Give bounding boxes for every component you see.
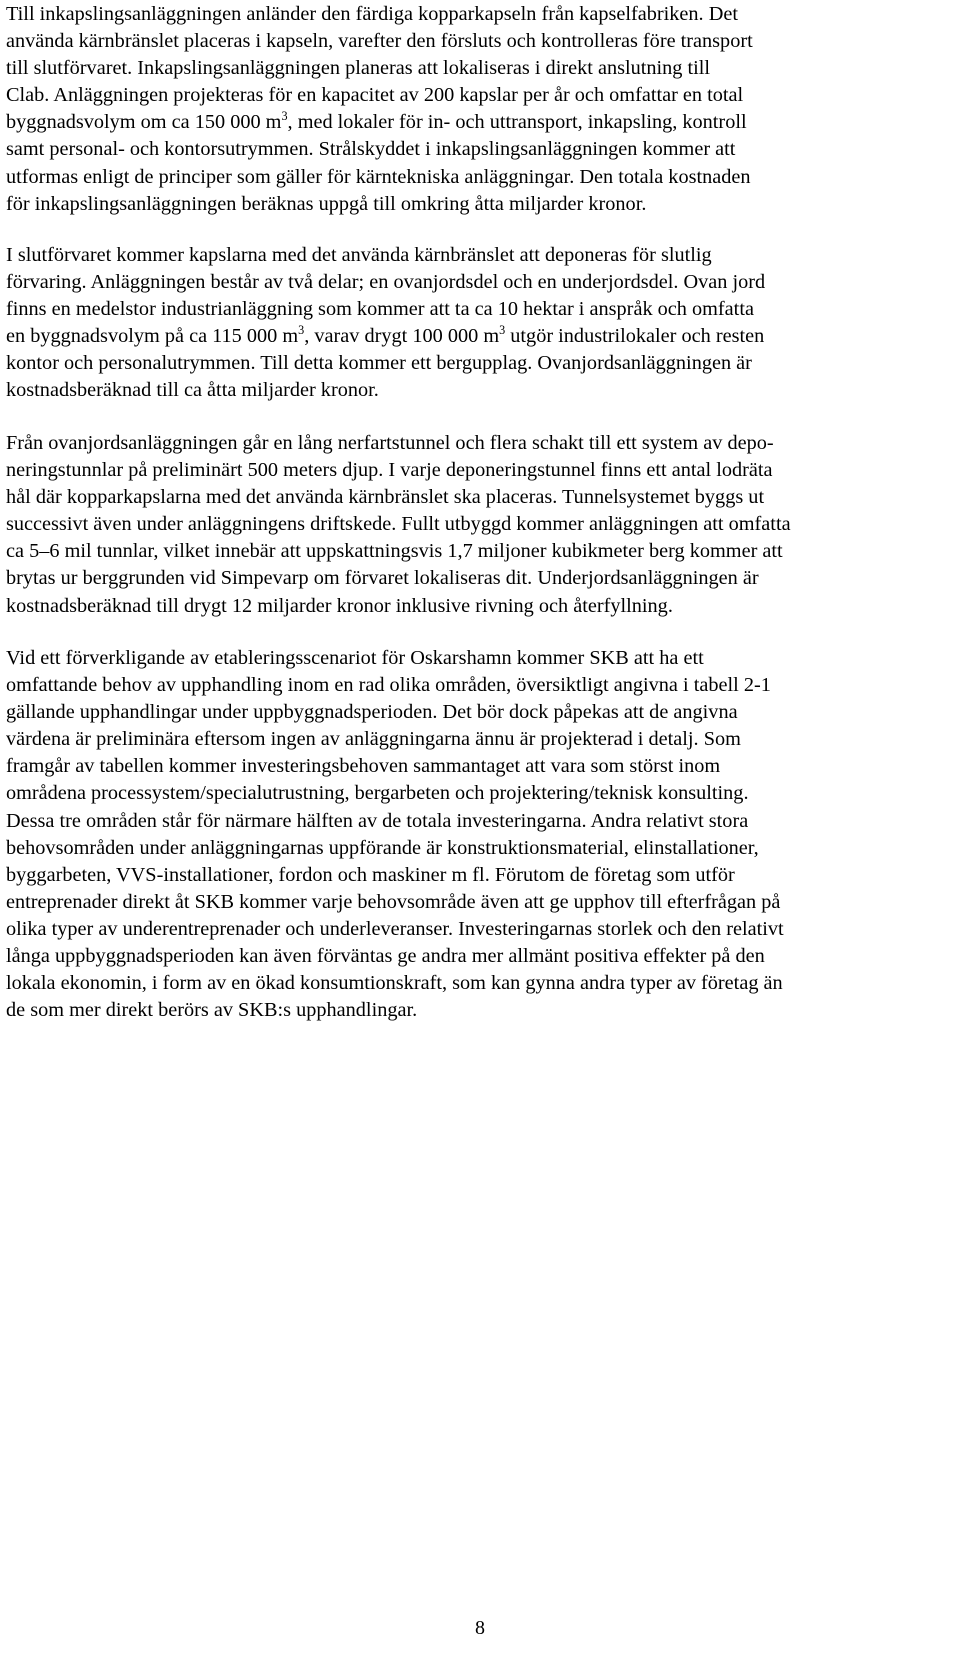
text-line: förvaring. Anläggningen består av två delar; en ovanjordsdel och en underjordsdel. Ovan jord <box>6 271 766 294</box>
text-line: olika typer av underentreprenader och underleveranser. Investeringarnas storlek och den relativt <box>6 917 784 940</box>
text-line: Dessa tre områden står för närmare hälften av de totala investeringarna. Andra relativt stora <box>6 809 749 832</box>
text-line: kostnadsberäknad till drygt 12 miljarder kronor inklusive rivning och återfyllning. <box>6 594 673 617</box>
text-segment: , varav drygt 100 000 m <box>304 325 500 348</box>
text-line: byggarbeten, VVS-installationer, fordon och maskiner m fl. Förutom de företag som utför <box>6 863 735 886</box>
text-line: utformas enligt de principer som gäller för kärntekniska anläggningar. Den totala kostnaden <box>6 165 751 188</box>
superscript: 3 <box>298 323 305 338</box>
text-line: Till inkapslingsanläggningen anländer den färdiga kopparkapseln från kapselfabriken. Det <box>6 3 738 25</box>
text-line: ca 5–6 mil tunnlar, vilket innebär att uppskattningsvis 1,7 miljoner kubikmeter berg kommer att <box>6 540 783 563</box>
text-line: kostnadsberäknad till ca åtta miljarder kronor. <box>6 379 379 402</box>
paragraph-final-repository <box>6 242 765 405</box>
text-line: neringstunnlar på preliminärt 500 meters djup. I varje deponeringstunnel finns ett antal lodräta <box>6 459 773 482</box>
text-segment: en byggnadsvolym på ca 115 000 m <box>6 325 299 348</box>
text-line: områdena processystem/specialutrustning, bergarbeten och projektering/teknisk konsulting. <box>6 782 749 805</box>
text-line: behovsområden under anläggningarnas uppförande är konstruktionsmaterial, elinstallationer, <box>6 836 759 859</box>
text-line <box>6 109 753 136</box>
text-line: till slutförvaret. Inkapslingsanläggningen planeras att lokaliseras i direkt anslutning till <box>6 57 711 80</box>
text-line: Vid ett förverkligande av etableringsscenariot för Oskarshamn kommer SKB att ha ett <box>6 647 704 669</box>
text-line: gällande upphandlingar under uppbyggnadsperioden. Det bör dock påpekas att de angivna <box>6 701 738 724</box>
text-segment: byggnadsvolym om ca 150 000 m <box>6 111 282 134</box>
text-line: entreprenader direkt åt SKB kommer varje behovsområde även att ge upphov till efterfrågan på <box>6 890 781 913</box>
text-line: lokala ekonomin, i form av en ökad konsumtionskraft, som kan gynna andra typer av företag än <box>6 972 783 995</box>
text-line: Clab. Anläggningen projekteras för en kapacitet av 200 kapslar per år och omfattar en total <box>6 84 744 107</box>
text-line: för inkapslingsanläggningen beräknas uppgå till omkring åtta miljarder kronor. <box>6 192 647 215</box>
superscript: 3 <box>281 109 288 124</box>
text-line: finns en medelstor industrianläggning som kommer att ta ca 10 hektar i anspråk och omfatta <box>6 298 754 321</box>
paragraph-procurement <box>6 645 784 1024</box>
paragraph-tunnel-system <box>6 430 791 620</box>
text-line: brytas ur berggrunden vid Simpevarp om förvaret lokaliseras dit. Underjordsanläggningen är <box>6 567 759 590</box>
text-line: framgår av tabellen kommer investeringsbehoven sammantaget att vara som störst inom <box>6 755 721 778</box>
text-line: samt personal- och kontorsutrymmen. Strålskyddet i inkapslingsanläggningen kommer att <box>6 138 736 161</box>
paragraph-encapsulation-plant <box>6 1 753 218</box>
text-line: kontor och personalutrymmen. Till detta kommer ett bergupplag. Ovanjordsanläggningen är <box>6 352 752 375</box>
text-line: omfattande behov av upphandling inom en rad olika områden, översiktligt angivna i tabell 2-1 <box>6 674 771 697</box>
text-line: I slutförvaret kommer kapslarna med det använda kärnbränslet att deponeras för slutlig <box>6 244 712 266</box>
text-line: de som mer direkt berörs av SKB:s upphandlingar. <box>6 999 418 1022</box>
page-number: 8 <box>475 1617 485 1639</box>
text-line: Från ovanjordsanläggningen går en lång nerfartstunnel och flera schakt till ett system av depo- <box>6 432 774 454</box>
text-line <box>6 323 765 350</box>
text-segment: utgör industrilokaler och resten <box>505 325 765 348</box>
text-segment: , med lokaler för in- och uttransport, inkapsling, kontroll <box>287 111 747 134</box>
text-line: värdena är preliminära eftersom ingen av anläggningarna ännu är projekterad i detalj. Som <box>6 728 741 751</box>
text-line: successivt även under anläggningens driftskede. Fullt utbyggd kommer anläggningen att omfatta <box>6 513 791 536</box>
superscript: 3 <box>499 323 506 338</box>
text-line: långa uppbyggnadsperioden kan även förväntas ge andra mer allmänt positiva effekter på den <box>6 945 765 968</box>
text-line: hål där kopparkapslarna med det använda kärnbränslet ska placeras. Tunnelsystemet byggs ut <box>6 486 765 509</box>
text-line: använda kärnbränslet placeras i kapseln, varefter den försluts och kontrolleras före transport <box>6 30 753 53</box>
